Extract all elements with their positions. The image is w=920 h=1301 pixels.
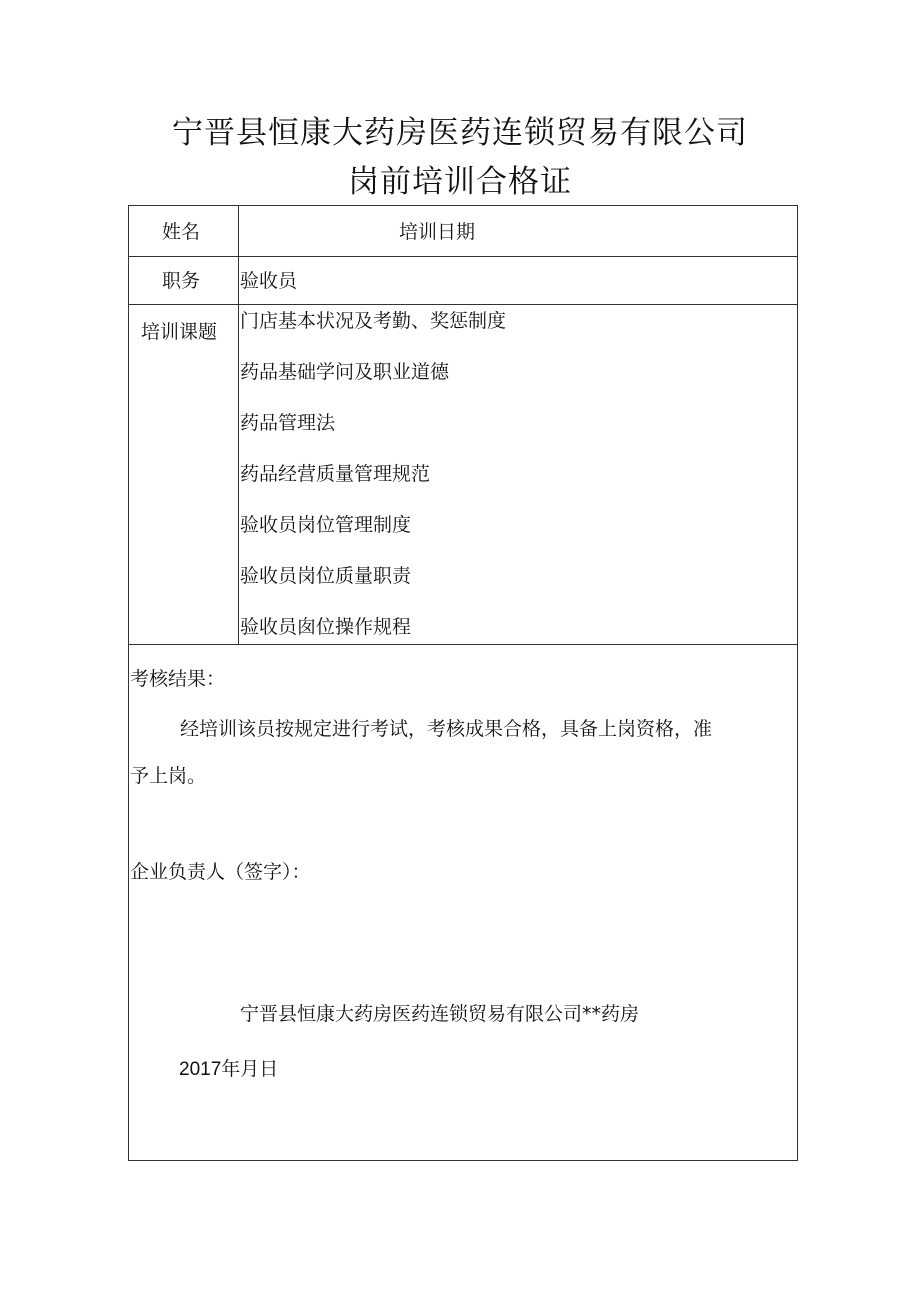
assessment-result-text: 予上岗。: [130, 765, 207, 787]
topic-item: 药品基础学问及职业道德: [240, 361, 450, 383]
document-title: 宁晋县恒康大药房医药连锁贸易有限公司: [172, 115, 748, 151]
assessment-result-label: 考核结果：: [130, 668, 226, 690]
topic-item: 验收员岗位管理制度: [240, 514, 412, 536]
column-divider: [238, 206, 239, 644]
topic-item: 验收员岗位质量职责: [240, 565, 412, 587]
name-label: 姓名: [162, 221, 201, 243]
certificate-form: [128, 205, 798, 1161]
training-topics-label: 培训课题: [141, 321, 218, 343]
row-divider: [129, 644, 797, 645]
training-date-label: 培训日期: [399, 221, 476, 243]
issue-date: 2017年月日: [179, 1059, 279, 1080]
assessment-result-text: 经培训该员按规定进行考试，考核成果合格，具备上岗资格，准: [180, 718, 713, 740]
signer-label: 企业负责人（签字）：: [130, 861, 311, 883]
position-label: 职务: [162, 270, 201, 292]
certificate-title: 岗前培训合格证: [348, 164, 572, 200]
topic-item: 药品管理法: [240, 412, 336, 434]
position-value: 验收员: [240, 270, 298, 292]
topic-item: 门店基本状况及考勤、奖惩制度: [240, 310, 507, 332]
company-name: 宁晋县恒康大药房医药连锁贸易有限公司**药房: [240, 1003, 640, 1025]
row-divider: [129, 256, 797, 257]
topic-item: 验收员囱位操作规程: [240, 616, 412, 638]
row-divider: [129, 304, 797, 305]
topic-item: 药品经营质量管理规范: [240, 463, 431, 485]
